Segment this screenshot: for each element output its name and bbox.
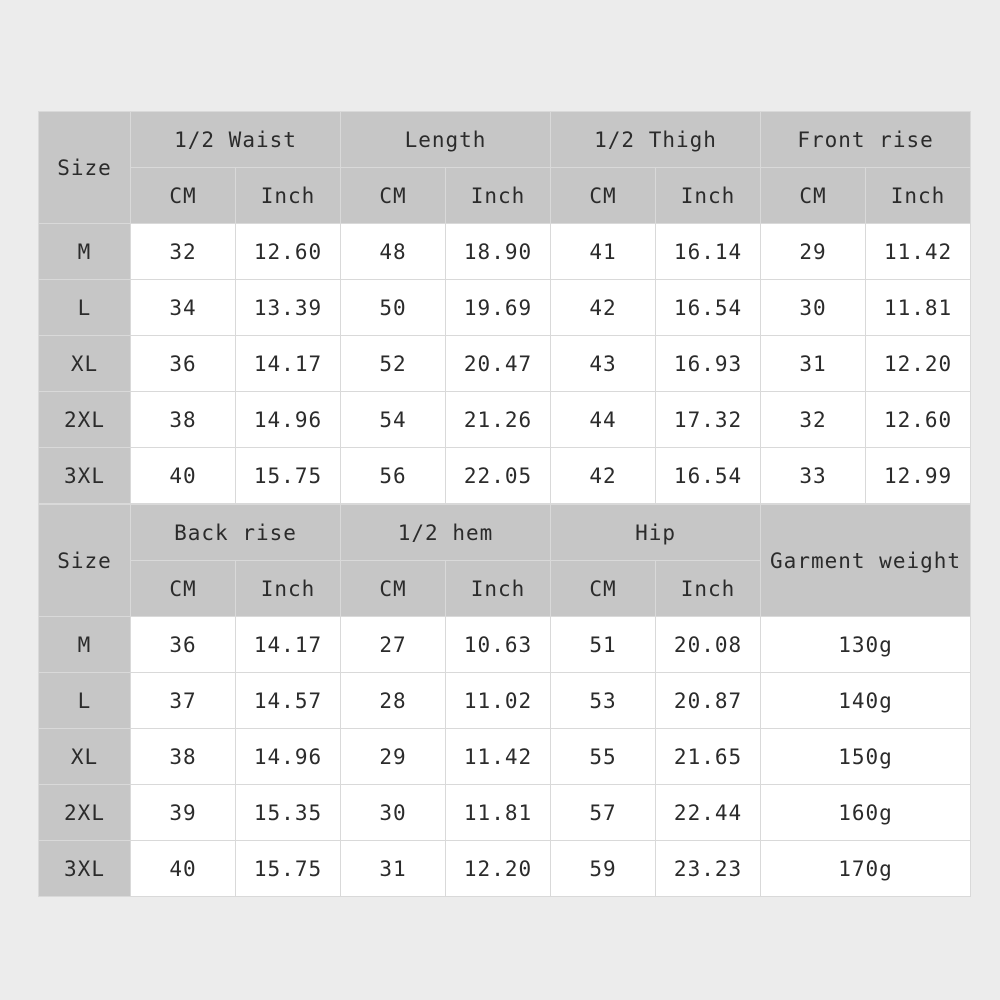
cell-value: 38 (131, 392, 236, 448)
subheader-cm-thigh: CM (551, 168, 656, 224)
cell-value: 14.57 (236, 673, 341, 729)
header-measure-waist: 1/2 Waist (131, 112, 341, 168)
table-row (39, 729, 971, 785)
cell-value: 16.93 (656, 336, 761, 392)
cell-value: 11.42 (866, 224, 971, 280)
cell-value: 50 (341, 280, 446, 336)
table-row (39, 280, 971, 336)
cell-value: 43 (551, 336, 656, 392)
subheader-cm-length: CM (341, 168, 446, 224)
cell-value: 23.23 (656, 841, 761, 897)
cell-value: 12.20 (866, 336, 971, 392)
cell-value: 56 (341, 448, 446, 504)
cell-value: 22.05 (446, 448, 551, 504)
cell-value: 33 (761, 448, 866, 504)
cell-value: 21.26 (446, 392, 551, 448)
subheader-cm-hip: CM (551, 561, 656, 617)
table-row (39, 673, 971, 729)
cell-value: 57 (551, 785, 656, 841)
cell-value: 48 (341, 224, 446, 280)
cell-value: 16.14 (656, 224, 761, 280)
cell-value: 10.63 (446, 617, 551, 673)
table-row (39, 841, 971, 897)
cell-value: 20.87 (656, 673, 761, 729)
cell-value: 59 (551, 841, 656, 897)
cell-value: 20.08 (656, 617, 761, 673)
cell-value: 52 (341, 336, 446, 392)
cell-value: 42 (551, 280, 656, 336)
cell-value: 55 (551, 729, 656, 785)
header-size: Size (39, 505, 131, 617)
cell-garment-weight: 140g (761, 673, 971, 729)
table-row (39, 785, 971, 841)
cell-value: 15.75 (236, 841, 341, 897)
cell-value: 17.32 (656, 392, 761, 448)
cell-value: 28 (341, 673, 446, 729)
cell-garment-weight: 170g (761, 841, 971, 897)
cell-value: 39 (131, 785, 236, 841)
header-measure-hem: 1/2 hem (341, 505, 551, 561)
cell-value: 11.02 (446, 673, 551, 729)
header-size: Size (39, 112, 131, 224)
cell-value: 37 (131, 673, 236, 729)
cell-value: 16.54 (656, 448, 761, 504)
header-measure-front-rise: Front rise (761, 112, 971, 168)
header-garment-weight: Garment weight (761, 505, 971, 617)
cell-value: 20.47 (446, 336, 551, 392)
size-table-lower (38, 504, 971, 897)
cell-value: 29 (341, 729, 446, 785)
cell-value: 22.44 (656, 785, 761, 841)
row-size-label: L (39, 673, 131, 729)
subheader-inch-hem: Inch (446, 561, 551, 617)
cell-value: 31 (341, 841, 446, 897)
cell-value: 40 (131, 448, 236, 504)
subheader-inch-hip: Inch (656, 561, 761, 617)
size-table-upper (38, 111, 971, 504)
cell-value: 42 (551, 448, 656, 504)
table-subheader-row (39, 168, 971, 224)
subheader-inch-back-rise: Inch (236, 561, 341, 617)
cell-garment-weight: 160g (761, 785, 971, 841)
header-measure-back-rise: Back rise (131, 505, 341, 561)
row-size-label: 3XL (39, 448, 131, 504)
cell-garment-weight: 150g (761, 729, 971, 785)
row-size-label: M (39, 224, 131, 280)
cell-value: 32 (761, 392, 866, 448)
subheader-inch-length: Inch (446, 168, 551, 224)
row-size-label: 3XL (39, 841, 131, 897)
cell-value: 14.96 (236, 729, 341, 785)
row-size-label: XL (39, 729, 131, 785)
header-measure-thigh: 1/2 Thigh (551, 112, 761, 168)
subheader-inch-front-rise: Inch (866, 168, 971, 224)
table-header-row (39, 112, 971, 168)
subheader-cm-back-rise: CM (131, 561, 236, 617)
cell-value: 19.69 (446, 280, 551, 336)
header-measure-length: Length (341, 112, 551, 168)
subheader-cm-waist: CM (131, 168, 236, 224)
cell-value: 27 (341, 617, 446, 673)
cell-value: 31 (761, 336, 866, 392)
cell-value: 14.17 (236, 336, 341, 392)
cell-value: 41 (551, 224, 656, 280)
subheader-inch-thigh: Inch (656, 168, 761, 224)
row-size-label: 2XL (39, 392, 131, 448)
cell-value: 36 (131, 336, 236, 392)
table-row (39, 224, 971, 280)
cell-value: 51 (551, 617, 656, 673)
cell-value: 18.90 (446, 224, 551, 280)
cell-value: 11.81 (866, 280, 971, 336)
header-measure-hip: Hip (551, 505, 761, 561)
subheader-cm-front-rise: CM (761, 168, 866, 224)
cell-value: 44 (551, 392, 656, 448)
cell-value: 12.20 (446, 841, 551, 897)
subheader-cm-hem: CM (341, 561, 446, 617)
cell-value: 14.96 (236, 392, 341, 448)
row-size-label: 2XL (39, 785, 131, 841)
cell-value: 53 (551, 673, 656, 729)
row-size-label: L (39, 280, 131, 336)
cell-value: 13.39 (236, 280, 341, 336)
cell-value: 12.60 (236, 224, 341, 280)
cell-value: 34 (131, 280, 236, 336)
cell-value: 36 (131, 617, 236, 673)
table-header-row (39, 505, 971, 561)
table-row (39, 617, 971, 673)
cell-value: 11.81 (446, 785, 551, 841)
table-row (39, 336, 971, 392)
cell-value: 11.42 (446, 729, 551, 785)
table-row (39, 448, 971, 504)
row-size-label: M (39, 617, 131, 673)
cell-value: 15.35 (236, 785, 341, 841)
cell-value: 14.17 (236, 617, 341, 673)
cell-value: 54 (341, 392, 446, 448)
cell-value: 29 (761, 224, 866, 280)
cell-value: 30 (341, 785, 446, 841)
row-size-label: XL (39, 336, 131, 392)
table-row (39, 392, 971, 448)
cell-garment-weight: 130g (761, 617, 971, 673)
cell-value: 21.65 (656, 729, 761, 785)
cell-value: 38 (131, 729, 236, 785)
cell-value: 30 (761, 280, 866, 336)
cell-value: 32 (131, 224, 236, 280)
size-chart-container (38, 111, 964, 889)
cell-value: 15.75 (236, 448, 341, 504)
subheader-inch-waist: Inch (236, 168, 341, 224)
cell-value: 16.54 (656, 280, 761, 336)
cell-value: 40 (131, 841, 236, 897)
cell-value: 12.60 (866, 392, 971, 448)
cell-value: 12.99 (866, 448, 971, 504)
